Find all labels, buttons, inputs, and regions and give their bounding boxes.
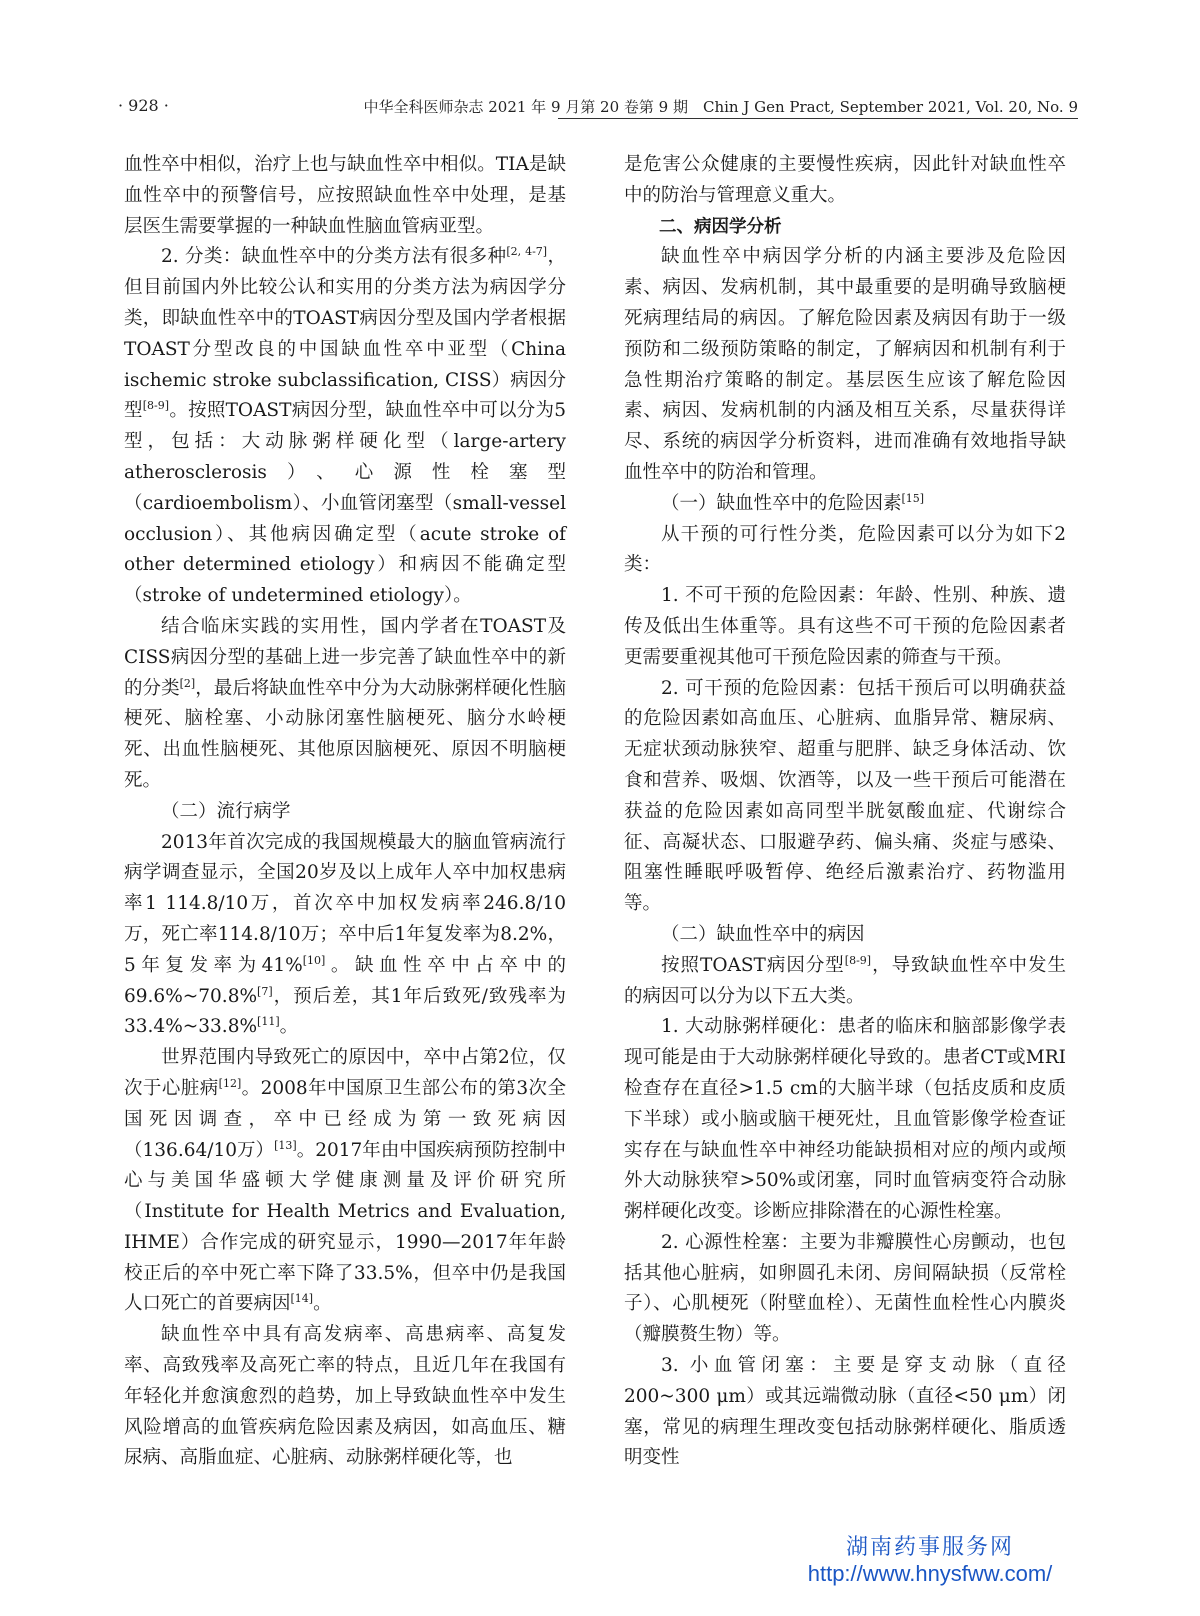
paragraph: 3. 小血管闭塞：主要是穿支动脉（直径200~300 μm）或其远端微动脉（直径<50 μm）闭塞，常见的病理生理改变包括动脉粥样硬化、脂质透明变性 bbox=[624, 1355, 1066, 1469]
paragraph: 血性卒中相似，治疗上也与缺血性卒中相似。TIA是缺血性卒中的预警信号，应按照缺血性卒中处理，是基层医生需要掌握的一种缺血性脑血管病亚型。 bbox=[124, 154, 566, 237]
paragraph: 从干预的可行性分类，危险因素可以分为如下2类： bbox=[624, 523, 1066, 576]
citation: [10] bbox=[302, 953, 326, 967]
paragraph: 按照TOAST病因分型[8-9]，导致缺血性卒中发生的病因可以分为以下五大类。 bbox=[624, 953, 1066, 1007]
paragraph: 是危害公众健康的主要慢性疾病，因此针对缺血性卒中的防治与管理意义重大。 bbox=[624, 154, 1066, 206]
subsection-heading: （二）流行病学 bbox=[161, 800, 291, 822]
paragraph: 2. 心源性栓塞：主要为非瓣膜性心房颤动，也包括其他心脏病，如卵圆孔未闭、房间隔缺损（反常栓子）、心肌梗死（附壁血栓）、无菌性血栓性心内膜炎（瓣膜赘生物）等。 bbox=[624, 1231, 1066, 1346]
citation: [14] bbox=[290, 1292, 314, 1306]
paragraph: 2. 可干预的危险因素：包括干预后可以明确获益的危险因素如高血压、心脏病、血脂异常、糖尿病、无症状颈动脉狭窄、超重与肥胖、缺乏身体活动、饮食和营养、吸烟、饮酒等，以及一些干预后可能潜在获益的危险因素如高同型半胱氨酸血症、代谢综合征、高凝状态、口服避孕药、偏头痛、炎症与感染、阻塞性睡眠呼吸暂停、绝经后激素治疗、药物滥用等。 bbox=[624, 677, 1066, 915]
paragraph: 结合临床实践的实用性，国内学者在TOAST及CISS病因分型的基础上进一步完善了缺血性卒中的新的分类[2]，最后将缺血性卒中分为大动脉粥样硬化性脑梗死、脑栓塞、小动脉闭塞性脑梗死、脑分水岭梗死、出血性脑梗死、其他原因脑梗死、原因不明脑梗死。 bbox=[124, 615, 566, 791]
right-column bbox=[624, 150, 1066, 1474]
citation: [15] bbox=[901, 491, 925, 505]
page-header bbox=[118, 94, 1078, 118]
citation: [2] bbox=[179, 676, 196, 690]
left-column bbox=[124, 150, 566, 1474]
subsection-heading: （一）缺血性卒中的危险因素[15] bbox=[661, 491, 925, 514]
paragraph: 世界范围内导致死亡的原因中，卒中占第2位，仅次于心脏病[12]。2008年中国原卫生部公布的第3次全国死因调查，卒中已经成为第一致死病因（136.64/10万）[13]。2017年由中国疾病预防控制中心与美国华盛顿大学健康测量及评价研究所（Institute for Health Metrics and Evaluation, IHME）合作完成的研究显示，1990—2017年年龄校正后的卒中死亡率下降了33.5%，但卒中仍是我国人口死亡的首要病因[14]。 bbox=[124, 1047, 566, 1315]
citation: [11] bbox=[257, 1015, 280, 1029]
citation: [7] bbox=[257, 984, 273, 998]
citation: [2, 4-7] bbox=[506, 245, 548, 259]
citation: [13] bbox=[274, 1138, 297, 1152]
subsection-heading: （二）缺血性卒中的病因 bbox=[661, 923, 865, 945]
citation: [8-9] bbox=[142, 399, 170, 413]
paragraph: 缺血性卒中病因学分析的内涵主要涉及危险因素、病因、发病机制，其中最重要的是明确导致脑梗死病理结局的病因。了解危险因素及病因有助于一级预防和二级预防策略的制定，了解病因和机制有利于急性期治疗策略的制定。基层医生应该了解危险因素、病因、发病机制的内涵及相互关系，尽量获得详尽、系统的病因学分析资料，进而准确有效地指导缺血性卒中的防治和管理。 bbox=[624, 246, 1066, 483]
paragraph-classification: 2. 分类：缺血性卒中的分类方法有很多种[2, 4-7]，但目前国内外比较公认和实用的分类方法为病因学分类，即缺血性卒中的TOAST病因分型及国内学者根据TOAST分型改良的中国缺血性卒中亚型（China ischemic stroke subclassification, CISS）病因分型[8-9]。按照TOAST病因分型，缺血性卒中可以分为5型，包括：大动脉粥样硬化型（large-artery atherosclerosis）、心源性栓塞型（cardioembolism）、小血管闭塞型（small-vessel occlusion）、其他病因确定型（acute stroke of other determined etiology）和病因不能确定型（stroke of undetermined etiology）。 bbox=[124, 245, 566, 607]
header-rule bbox=[558, 118, 1078, 119]
watermark bbox=[780, 1530, 1080, 1587]
journal-citation: 中华全科医师杂志 2021 年 9 月第 20 卷第 9 期 Chin J Gen Pract, September 2021, Vol. 20, No. 9 bbox=[363, 98, 1078, 116]
paragraph: 1. 大动脉粥样硬化：患者的临床和脑部影像学表现可能是由于大动脉粥样硬化导致的。患者CT或MRI检查存在直径>1.5 cm的大脑半球（包括皮质和皮质下半球）或小脑或脑干梗死灶，且血管影像学检查证实存在与缺血性卒中神经功能缺损相对应的颅内或颅外大动脉狭窄>50%或闭塞，同时血管病变符合动脉粥样硬化改变。诊断应排除潜在的心源性栓塞。 bbox=[624, 1016, 1066, 1223]
paragraph: 1. 不可干预的危险因素：年龄、性别、种族、遗传及低出生体重等。具有这些不可干预的危险因素者更需要重视其他可干预危险因素的筛查与干预。 bbox=[624, 585, 1066, 668]
paragraph: 缺血性卒中具有高发病率、高患病率、高复发率、高致残率及高死亡率的特点，且近几年在我国有年轻化并愈演愈烈的趋势，加上导致缺血性卒中发生风险增高的血管疾病危险因素及病因，如高血压、糖尿病、高脂血症、心脏病、动脉粥样硬化等，也 bbox=[124, 1324, 566, 1469]
citation: [12] bbox=[218, 1076, 242, 1090]
section-heading: 二、病因学分析 bbox=[659, 216, 782, 237]
watermark-site-name: 湖南药事服务网 bbox=[845, 1534, 1014, 1559]
page-number: · 928 · bbox=[118, 96, 169, 115]
watermark-url[interactable]: http://www.hnysfww.com/ bbox=[807, 1561, 1053, 1586]
paragraph-epidemiology: 2013年首次完成的我国规模最大的脑血管病流行病学调查显示，全国20岁及以上成年人卒中加权患病率1 114.8/10万，首次卒中加权发病率246.8/10万，死亡率114.8/10万；卒中后1年复发率为8.2%，5年复发率为41%[10]。缺血性卒中占卒中的69.6%~70.8%[7]，预后差，其1年后致死/致残率为33.4%~33.8%[11]。 bbox=[124, 831, 566, 1038]
citation: [8-9] bbox=[844, 953, 872, 967]
